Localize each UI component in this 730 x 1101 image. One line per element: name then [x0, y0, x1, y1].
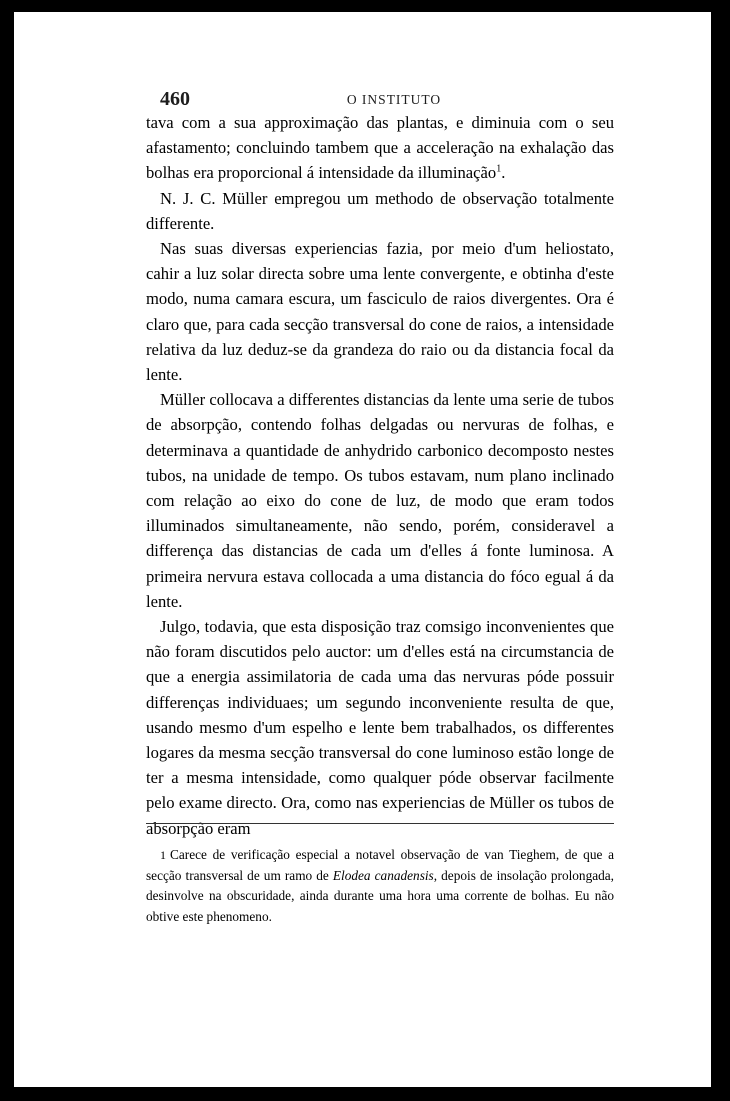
- footnote-marker: 1: [160, 848, 166, 862]
- footnote-divider: [146, 823, 614, 824]
- footnote-paragraph: [146, 845, 614, 927]
- paragraph-5: Julgo, todavia, que esta disposição traz comsigo inconvenientes que não foram discutidos pelo auctor: um d'elles está na circumstancia de que a energia assimilatoria de cada uma das nervuras póde possuir differenças individuaes; um segundo inconveniente resulta de que, usando mesmo d'um espelho e lente bem trabalhados, os differentes logares da mesma secção transversal do cone luminoso estão longe de ter a mesma intensidade, como qualquer póde observar facilmente pelo exame directo. Ora, como nas experiencias de Müller os tubos de absorpção eram: [146, 617, 614, 838]
- footnote-text-before: Carece de verificação especial a notavel observação de van Tieghem, de que a secção transversal de um ramo de: [146, 847, 614, 883]
- paragraph-1-end: .: [501, 163, 506, 183]
- paragraph-2: N. J. C. Müller empregou um methodo de observação totalmente differente.: [146, 188, 614, 233]
- paragraph-1: [146, 110, 614, 186]
- paragraph-1-text: tava com a sua approximação das plantas, e diminuia com o seu afastamento; concluindo tambem que a acceleração na exhalação das bolhas era proporcional á intensidade da illuminação: [146, 113, 614, 183]
- paragraph-4: Müller collocava a differentes distancias da lente uma serie de tubos de absorpção, contendo folhas delgadas ou nervuras de folhas, e determinava a quantidade de anhydrido carbonico decomposto nestes tubos, na unidade de tempo. Os tubos estavam, num plano inclinado com relação ao eixo do cone de luz, de modo que eram todos illuminados simultaneamente, não sendo, porém, consideravel a differença das distancias de cada um d'elles á fonte luminosa. A primeira nervura estava collocada a uma distancia do fóco egual á da lente.: [146, 390, 614, 611]
- paragraph-3: Nas suas diversas experiencias fazia, por meio d'um heliostato, cahir a luz solar directa sobre uma lente convergente, e obtinha d'este modo, numa camara escura, um fasciculo de raios divergentes. Ora é claro que, para cada secção transversal do cone de raios, a intensidade relativa da luz deduz-se da grandeza do raio ou da distancia focal da lente.: [146, 239, 614, 385]
- running-title: O INSTITUTO: [346, 92, 442, 107]
- footnote: [146, 845, 614, 927]
- body-text: [146, 110, 614, 841]
- footnote-italic-species: Elodea canadensis: [332, 867, 434, 883]
- footnote-text-after: , depois de insolação prolongada, desinvolve na obscuridade, ainda durante uma hora uma corrente de bolhas. Eu não obtive este phenomeno.: [146, 867, 615, 924]
- page-number: 460: [160, 88, 190, 110]
- footnote-reference: 1: [496, 163, 502, 175]
